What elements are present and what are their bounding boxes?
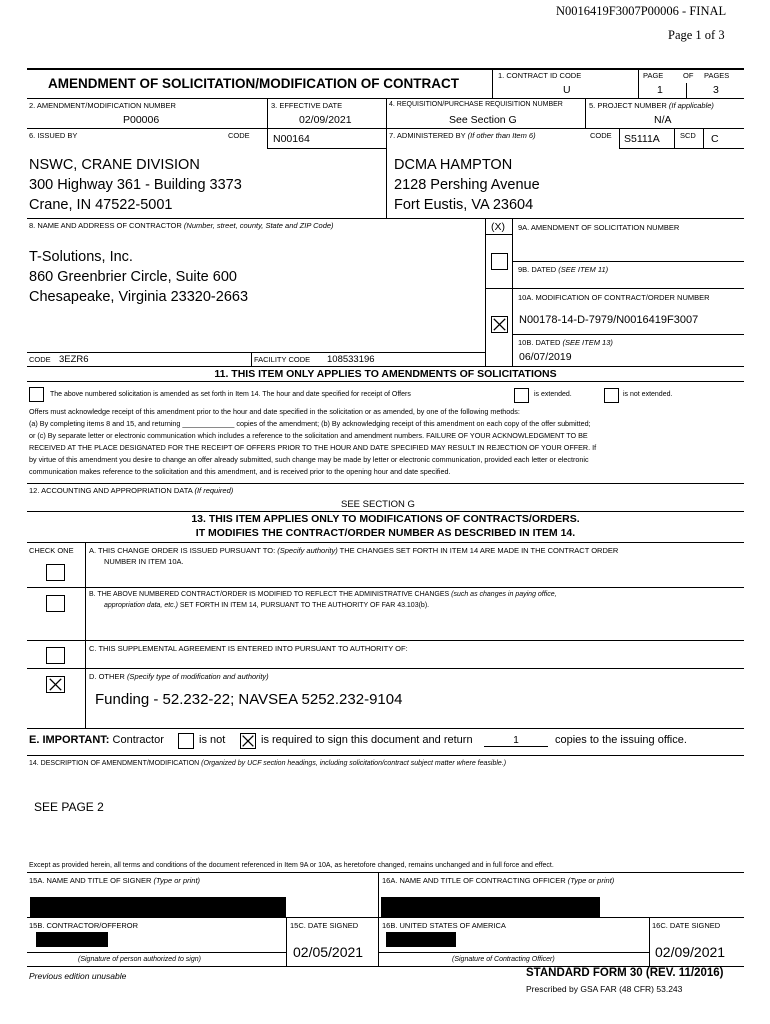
checkbox-mark [47, 648, 64, 663]
issued-code-label: CODE [228, 131, 250, 140]
administered-by-line-3: Fort Eustis, VA 23604 [394, 197, 534, 213]
redacted-officer-name [381, 897, 600, 917]
issued-by-label: 6. ISSUED BY [29, 131, 78, 140]
redacted-contractor-signature [36, 932, 108, 947]
amendment-number-label: 2. AMENDMENT/MODIFICATION NUMBER [29, 101, 176, 110]
item11-paragraph-1: Offers must acknowledge receipt of this amendment prior to the hour and date specified in the solicitation or as amended, by one of the following methods: [29, 407, 520, 416]
standard-form-label: STANDARD FORM 30 (REV. 11/2016) [526, 967, 724, 979]
amendment-number: P00006 [123, 114, 160, 126]
item13b-text-3: SET FORTH IN ITEM 14, PURSUANT TO THE AUTHORITY OF FAR 43.103(b). [179, 602, 430, 609]
effective-date-label: 3. EFFECTIVE DATE [271, 101, 343, 110]
important-is-required: is required to sign this document and return [261, 734, 473, 746]
redacted-signer-name [30, 897, 286, 917]
item16a-note: (Type or print) [567, 876, 615, 885]
scd-label: SCD [680, 131, 696, 140]
item13-title-2: IT MODIFIES THE CONTRACT/ORDER NUMBER AS DESCRIBED IN ITEM 14. [195, 527, 576, 539]
item16b-signature-caption: (Signature of Contracting Officer) [452, 956, 555, 963]
item11-title: 11. THIS ITEM ONLY APPLIES TO AMENDMENTS OF SOLICITATIONS [214, 368, 557, 380]
checkbox-mark [492, 317, 507, 332]
item9b-label: 9B. DATED [518, 265, 557, 274]
issued-by-line-2: 300 Highway 361 - Building 3373 [29, 177, 242, 193]
checkbox-mark [47, 677, 64, 692]
item10a-checkbox[interactable] [491, 316, 508, 333]
item10b-note: (SEE ITEM 13) [562, 338, 613, 347]
item15c-label: 15C. DATE SIGNED [290, 921, 359, 930]
item13d-checkbox[interactable] [46, 676, 65, 693]
project-number-note: (If applicable) [668, 101, 714, 110]
item13a-text-2: THE CHANGES SET FORTH IN ITEM 14 ARE MADE IN THE CONTRACT ORDER [339, 546, 619, 555]
item13c-checkbox[interactable] [46, 647, 65, 664]
contractor-line-2: 860 Greenbrier Circle, Suite 600 [29, 269, 237, 285]
important-is-not: is not [199, 734, 226, 746]
contract-id-code: U [563, 84, 571, 96]
administered-by-label: 7. ADMINISTERED BY [389, 131, 466, 140]
item14-label: 14. DESCRIPTION OF AMENDMENT/MODIFICATION [29, 760, 200, 767]
form-title: AMENDMENT OF SOLICITATION/MODIFICATION OF CONTRACT [48, 76, 459, 91]
item13a-text: A. THIS CHANGE ORDER IS ISSUED PURSUANT TO: [89, 546, 276, 555]
item11-line-1: The above numbered solicitation is amended as set forth in Item 14. The hour and date specified for receipt of Offers [50, 391, 411, 398]
item13c-text: C. THIS SUPPLEMENTAL AGREEMENT IS ENTERED INTO PURSUANT TO AUTHORITY OF: [89, 644, 408, 653]
item16a-label: 16A. NAME AND TITLE OF CONTRACTING OFFICER [382, 876, 566, 885]
important-copies: 1 [484, 735, 548, 747]
item10a-value: N00178-14-D-7979/N0016419F3007 [519, 314, 699, 326]
contractor-line-1: T-Solutions, Inc. [29, 249, 133, 265]
item9a-checkbox[interactable] [491, 253, 508, 270]
item10b-label: 10B. DATED [518, 338, 561, 347]
requisition-label: 4. REQUISITION/PURCHASE REQUISITION NUMBER [389, 101, 563, 108]
item13a-note: (Specify authority) [277, 546, 338, 555]
item15a-label: 15A. NAME AND TITLE OF SIGNER [29, 876, 152, 885]
checkbox-mark [30, 388, 43, 401]
requisition-value: See Section G [449, 114, 517, 126]
checkbox-mark [605, 389, 618, 402]
item11-checkbox[interactable] [29, 387, 44, 402]
admin-code: S5111A [624, 133, 660, 145]
issued-by-line-3: Crane, IN 47522-5001 [29, 197, 173, 213]
checkbox-mark [515, 389, 528, 402]
contractor-note: (Number, street, county, State and ZIP Code) [183, 221, 334, 230]
item13a-text-3: NUMBER IN ITEM 10A. [104, 557, 184, 566]
item15c-value: 02/05/2021 [293, 944, 364, 960]
redacted-officer-signature [386, 932, 456, 947]
checkbox-mark [241, 734, 255, 748]
item15b-signature-caption: (Signature of person authorized to sign) [78, 956, 201, 963]
checkbox-mark [47, 596, 64, 611]
important-is-required-checkbox[interactable] [240, 733, 256, 749]
item9b-note: (SEE ITEM 11) [558, 265, 609, 274]
checkbox-mark [179, 734, 193, 748]
prescribed-by-label: Prescribed by GSA FAR (48 CFR) 53.243 [526, 984, 683, 994]
effective-date: 02/09/2021 [299, 114, 352, 126]
item14-value: SEE PAGE 2 [34, 800, 104, 814]
issued-by-line-1: NSWC, CRANE DIVISION [29, 157, 200, 173]
important-is-not-checkbox[interactable] [178, 733, 194, 749]
administered-by-line-1: DCMA HAMPTON [394, 157, 513, 173]
item13d-text: D. OTHER [89, 672, 125, 681]
page-number-label: Page 1 of 3 [668, 28, 725, 42]
checkbox-mark [47, 565, 64, 580]
item13d-note: (Specify type of modification and authority) [126, 672, 269, 681]
item10b-value: 06/07/2019 [519, 351, 572, 363]
item16c-label: 16C. DATE SIGNED [652, 921, 721, 930]
scd-value: C [711, 133, 719, 145]
item9a-label: 9A. AMENDMENT OF SOLICITATION NUMBER [518, 223, 680, 232]
item16c-value: 02/09/2021 [655, 944, 726, 960]
check-one-label: CHECK ONE [29, 546, 74, 555]
contractor-code: 3EZR6 [59, 354, 89, 365]
item13a-checkbox[interactable] [46, 564, 65, 581]
is-extended-checkbox[interactable] [514, 388, 529, 403]
item12-value: SEE SECTION G [341, 499, 415, 510]
item12-label: 12. ACCOUNTING AND APPROPRIATION DATA [29, 486, 193, 495]
item11-paragraph-2: (a) By completing items 8 and 15, and returning _____________ copies of the amendment; (b) By acknowledging receipt of this amendment on each copy of the offer submitted; [29, 419, 591, 428]
facility-code-label: FACILITY CODE [254, 355, 311, 364]
important-contractor: Contractor [112, 734, 164, 746]
item13b-note: (such as changes in paying office, [451, 591, 557, 598]
administered-by-note: (If other than Item 6) [467, 131, 536, 140]
item11-paragraph-4: RECEIVED AT THE PLACE DESIGNATED FOR THE RECEIPT OF OFFERS PRIOR TO THE HOUR AND DATE SPECIFIED MAY RESULT IN REJECTION OF YOUR OFFER. If [29, 443, 597, 452]
issued-code: N00164 [273, 133, 310, 145]
checkbox-mark [492, 254, 507, 269]
item16b-label: 16B. UNITED STATES OF AMERICA [382, 921, 506, 930]
item11-paragraph-3: or (c) By separate letter or electronic communication which includes a reference to the solicitation and amendment numbers. FAILURE OF YOUR ACKNOWLEDGMENT TO BE [29, 431, 588, 440]
item15b-label: 15B. CONTRACTOR/OFFEROR [29, 921, 139, 930]
x-column-label: (X) [491, 221, 505, 233]
important-label: E. IMPORTANT: [29, 734, 110, 746]
is-extended-label: is extended. [534, 391, 572, 398]
item13b-text: B. THE ABOVE NUMBERED CONTRACT/ORDER IS MODIFIED TO REFLECT THE ADMINISTRATIVE CHANGES [89, 591, 450, 598]
item11-paragraph-5: by virtue of this amendment you desire to change an offer already submitted, such change may be made by letter or electronic communication, provided each letter or electronic [29, 455, 589, 464]
pages-label: PAGES [704, 71, 730, 80]
page-label: PAGE [643, 71, 664, 80]
item10a-label: 10A. MODIFICATION OF CONTRACT/ORDER NUMBER [518, 293, 710, 302]
administered-by-line-2: 2128 Pershing Avenue [394, 177, 540, 193]
item13b-text-2: appropriation data, etc.) [104, 602, 178, 609]
important-tail: copies to the issuing office. [555, 734, 687, 746]
contractor-label: 8. NAME AND ADDRESS OF CONTRACTOR [29, 221, 182, 230]
except-text: Except as provided herein, all terms and conditions of the document referenced in Item 9A or 10A, as heretofore changed, remains unchanged and in full force and effect. [29, 862, 554, 869]
contract-id-code-label: 1. CONTRACT ID CODE [498, 71, 582, 80]
page-value: 1 [657, 84, 663, 96]
not-extended-checkbox[interactable] [604, 388, 619, 403]
item15a-note: (Type or print) [153, 876, 201, 885]
document-id: N0016419F3007P00006 - FINAL [556, 4, 727, 18]
facility-code: 108533196 [327, 354, 375, 365]
pages-value: 3 [713, 84, 719, 96]
admin-code-label: CODE [590, 131, 612, 140]
contractor-code-label: CODE [29, 355, 51, 364]
item14-note: (Organized by UCF section headings, including solicitation/contract subject matter where feasible.) [201, 760, 507, 767]
project-number: N/A [654, 114, 672, 126]
item13-title-1: 13. THIS ITEM APPLIES ONLY TO MODIFICATIONS OF CONTRACTS/ORDERS. [191, 513, 580, 525]
previous-edition-note: Previous edition unusable [29, 971, 127, 981]
item11-paragraph-6: communication makes reference to the solicitation and this amendment, and is received prior to the opening hour and date specified. [29, 467, 451, 476]
of-label: OF [683, 71, 694, 80]
project-number-label: 5. PROJECT NUMBER [589, 101, 667, 110]
item12-note: (If required) [194, 486, 234, 495]
contractor-line-3: Chesapeake, Virginia 23320-2663 [29, 289, 249, 305]
item13d-value: Funding - 52.232-22; NAVSEA 5252.232-9104 [95, 691, 403, 708]
not-extended-label: is not extended. [623, 391, 673, 398]
item13b-checkbox[interactable] [46, 595, 65, 612]
